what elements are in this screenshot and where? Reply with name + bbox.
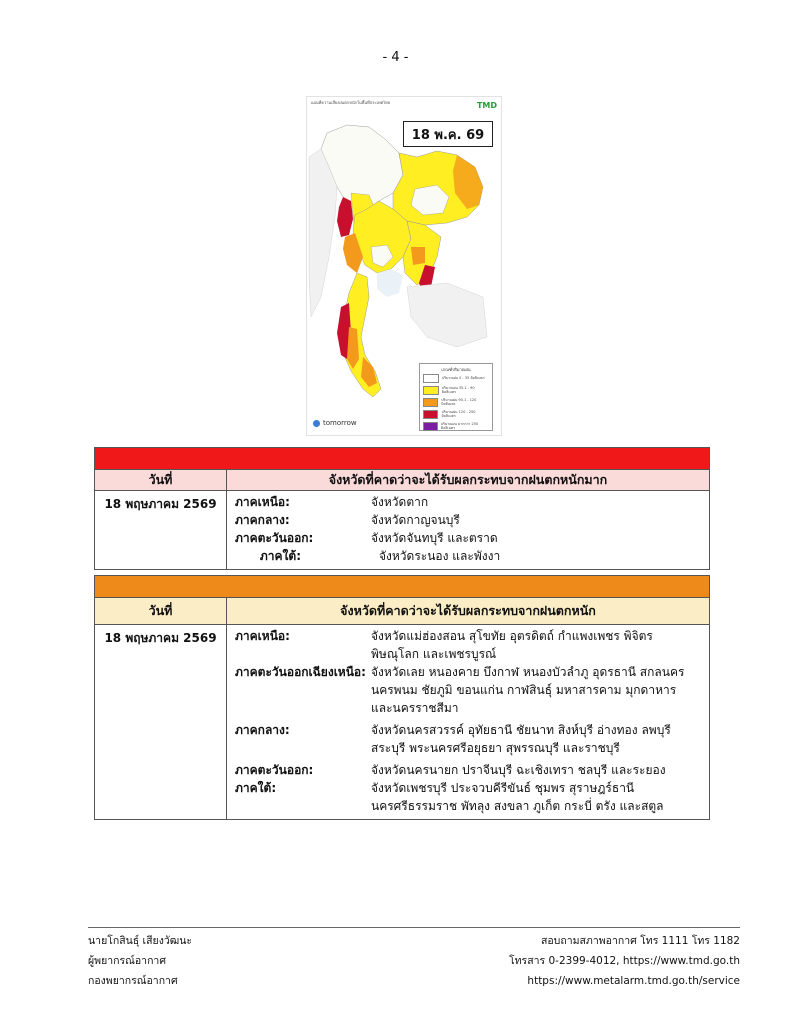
province-list: จังหวัดตาก bbox=[371, 495, 429, 509]
orange-warning-band bbox=[95, 576, 710, 598]
forecast-date: 18 พฤษภาคม 2569 bbox=[95, 491, 227, 570]
forecast-date: 18 พฤษภาคม 2569 bbox=[95, 625, 227, 820]
region-row bbox=[227, 511, 709, 529]
forecast-division: กองพยากรณ์อากาศ bbox=[88, 975, 178, 987]
legend-swatch bbox=[423, 398, 438, 407]
footer-contact bbox=[509, 931, 740, 991]
map-legend bbox=[419, 363, 493, 431]
legend-title: เกณฑ์ปริมาณฝน bbox=[441, 367, 471, 372]
map-header: แผนที่ความเสี่ยงฝนตกหนักในพื้นที่ประเทศไทย bbox=[311, 100, 391, 105]
province-line: จังหวัดเลย หนองคาย บึงกาฬ หนองบัวลำภู อุดรธานี สกลนคร bbox=[371, 665, 685, 679]
legend-item bbox=[423, 420, 489, 432]
region-label: ภาคเหนือ: bbox=[235, 495, 290, 509]
region-label: ภาคใต้: bbox=[235, 781, 277, 795]
region-row bbox=[227, 761, 709, 779]
province-line: จังหวัดแม่ฮ่องสอน สุโขทัย อุตรดิตถ์ กำแพงเพชร พิจิตร bbox=[371, 629, 653, 643]
tomorrow-logo-icon bbox=[313, 420, 320, 427]
heavy-rain-table bbox=[94, 575, 710, 820]
legend-label: ปริมาณฝน 0 - 35 มิลลิเมตร bbox=[442, 376, 485, 380]
legend-label: ปริมาณฝน 120 - 250 มิลลิเมตร bbox=[441, 410, 476, 418]
legend-item bbox=[423, 408, 489, 420]
date-header: วันที่ bbox=[95, 470, 227, 491]
tomorrow-logo-text: tomorrow bbox=[323, 419, 357, 427]
province-list: จังหวัดระนอง และพังงา bbox=[379, 549, 501, 563]
region-row bbox=[227, 627, 709, 663]
red-warning-band bbox=[95, 448, 710, 470]
province-line: นครพนม ชัยภูมิ ขอนแก่น กาฬสินธุ์ มหาสารคาม มุกดาหาร bbox=[371, 683, 677, 697]
legend-swatch bbox=[423, 386, 439, 395]
forecaster-position: ผู้พยากรณ์อากาศ bbox=[88, 955, 166, 967]
legend-label: ปริมาณฝน 35.1 - 90 มิลลิเมตร bbox=[441, 386, 475, 394]
region-label: ภาคเหนือ: bbox=[235, 629, 290, 643]
region-row bbox=[227, 721, 709, 757]
legend-swatch bbox=[423, 410, 438, 419]
legend-label: ปริมาณฝน มากกว่า 250 มิลลิเมตร bbox=[440, 422, 479, 430]
footer-signature bbox=[88, 931, 192, 991]
legend-item bbox=[423, 396, 489, 408]
title-header: จังหวัดที่คาดว่าจะได้รับผลกระทบจากฝนตกหนัก bbox=[227, 598, 710, 625]
footer-divider bbox=[88, 927, 740, 928]
page-number: - 4 - bbox=[382, 50, 409, 65]
province-line: สระบุรี พระนครศรีอยุธยา สุพรรณบุรี และราชบุรี bbox=[371, 741, 620, 755]
legend-swatch bbox=[423, 422, 438, 431]
contact-url[interactable]: https://www.metalarm.tmd.go.th/service bbox=[527, 975, 740, 987]
region-label: ภาคกลาง: bbox=[235, 513, 290, 527]
very-heavy-rain-table bbox=[94, 447, 710, 570]
contact-fax[interactable]: โทรสาร 0-2399-4012, https://www.tmd.go.th bbox=[509, 955, 740, 967]
contact-phone: สอบถามสภาพอากาศ โทร 1111 โทร 1182 bbox=[540, 935, 740, 947]
province-line: จังหวัดเพชรบุรี ประจวบคีรีขันธ์ ชุมพร สุราษฎร์ธานี bbox=[371, 781, 635, 795]
region-label: ภาคกลาง: bbox=[235, 723, 290, 737]
province-line: จังหวัดนครนายก ปราจีนบุรี ฉะเชิงเทรา ชลบุรี และระยอง bbox=[371, 763, 666, 777]
region-label: ภาคใต้: bbox=[259, 549, 301, 563]
title-header: จังหวัดที่คาดว่าจะได้รับผลกระทบจากฝนตกหนักมาก bbox=[227, 470, 710, 491]
province-line: นครศรีธรรมราช พัทลุง สงขลา ภูเก็ต กระบี่ ตรัง และสตูล bbox=[371, 799, 664, 813]
region-label: ภาคตะวันออก: bbox=[235, 531, 314, 545]
region-row bbox=[227, 493, 709, 511]
province-line: พิษณุโลก และเพชรบูรณ์ bbox=[371, 647, 497, 661]
map-date-label: 18 พ.ค. 69 bbox=[403, 121, 493, 147]
rain-risk-map bbox=[306, 96, 502, 436]
map-region-tak bbox=[337, 197, 353, 237]
province-line: จังหวัดนครสวรรค์ อุทัยธานี ชัยนาท สิงห์บุรี อ่างทอง ลพบุรี bbox=[371, 723, 671, 737]
province-list: จังหวัดจันทบุรี และตราด bbox=[371, 531, 498, 545]
tomorrow-logo bbox=[313, 419, 357, 427]
region-row bbox=[227, 529, 709, 547]
date-header: วันที่ bbox=[95, 598, 227, 625]
tmd-logo-icon: TMD bbox=[476, 101, 497, 110]
region-row bbox=[227, 779, 709, 815]
legend-item bbox=[423, 384, 489, 396]
legend-label: ปริมาณฝน 90.1 - 120 มิลลิเมตร bbox=[441, 398, 477, 406]
province-list: จังหวัดกาญจนบุรี bbox=[371, 513, 460, 527]
forecaster-name: นายโกสินธุ์ เสียงวัฒนะ bbox=[88, 935, 193, 947]
region-label: ภาคตะวันออก: bbox=[235, 763, 314, 777]
region-label: ภาคตะวันออกเฉียงเหนือ: bbox=[235, 665, 366, 679]
province-line: และนครราชสีมา bbox=[371, 701, 459, 715]
legend-item bbox=[423, 372, 489, 384]
legend-swatch bbox=[423, 374, 439, 383]
region-row bbox=[227, 663, 709, 717]
region-row bbox=[227, 547, 709, 565]
